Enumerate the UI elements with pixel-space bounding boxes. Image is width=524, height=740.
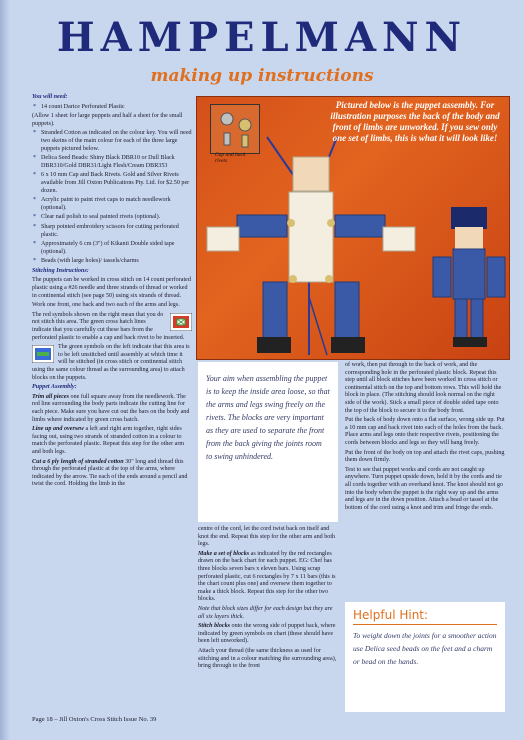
trim-lead: Trim all pieces <box>32 393 70 400</box>
stitch-paragraph <box>198 623 340 646</box>
right-paragraph: of work, then put through to the back of work, and the corresponding hole in the perforated plastic block. Repeat this step until all block stitches have been worked in cross stitch or continental stitch on the top and bottom rows. This will hold the block in place. (The stitching should look normal on the right side of the work). Stick a small piece of double sided tape onto the top of the block to secure it to the body front. <box>345 362 502 414</box>
hint-title: Helpful Hint: <box>353 608 497 625</box>
hint-text: To weight down the joints for a smoother action use Delica seed beads on the feet and a charm or bead on the hands. <box>353 631 497 666</box>
left-column <box>32 92 192 491</box>
list-item: * Clear nail polish to seal painted rivets (optional). <box>32 214 192 222</box>
red-symbols-text: The red symbols shown on the right mean that you do not stitch this area. The green cross hatch lines indicate that you carefully cut these bars from the perforated plastic to enable a cap and back rivet to be inserted. <box>32 311 185 341</box>
attach-paragraph: Attach your thread (the same thickness as used for stitching and in a colour matching the surrounding area), bring through to the front <box>198 647 337 670</box>
list-item: * Beads (with large holes)/ tassels/charms <box>32 258 192 266</box>
quote-box: Your aim when assembling the puppet is to keep the inside area loose, so that the arms and legs swing freely on the rivets. The blocks are very important as they are used to separate the front from the back giving the joints room to swing unhindered. <box>198 362 338 522</box>
list-item: * Sharp pointed embroidery scissors for cutting perforated plastic. <box>32 224 192 239</box>
helpful-hint-box <box>345 602 505 712</box>
page-title: HAMPELMANN <box>56 14 468 61</box>
photo-caption: Pictured below is the puppet assembly. For illustration purposes the back of the body and front of limbs are unworked. If you sew only one set of limbs, this is what it will look like! <box>330 100 500 143</box>
list-item-note: (Allow 1 sheet for large puppets and half a sheet for the small puppets). <box>32 113 183 127</box>
stitch-lead: Stitch blocks <box>198 623 230 630</box>
rivets-icon <box>211 105 259 153</box>
page-spine-shadow <box>0 0 10 740</box>
assembly-heading: Puppet Assembly: <box>32 384 77 391</box>
blocks-lead: Make a set of blocks <box>198 550 250 557</box>
right-paragraph: Put the back of body down onto a flat surface, wrong side up. Put a 10 mm cap and back rivet into each of the holes from the back. Place arms and legs onto their respective rivets, positioning the cords between blocks and legs so they will hang freely. <box>345 417 505 446</box>
trim-text: one full square away from the needlework. The red line surrounding the body parts indicate the cutting line for each piece. Make sure you have cut out the bars on the body and limbs where indicated by green cross hatch. <box>32 393 190 423</box>
page-footer: Page 18 – Jill Oxton's Cross Stitch Issue No. 39 <box>32 716 157 723</box>
list-item: * Stranded Cotton as indicated on the colour key. You will need two skeins of the main colour for each of the three large puppets pictured below. <box>32 130 192 153</box>
rivet-label: Cap and back rivets <box>215 152 246 164</box>
trim-paragraph <box>32 394 192 424</box>
stitch-text: onto the wrong side of puppet back, where indicated by green symbols on chart (these should have been left unworked). <box>198 623 336 645</box>
list-item: * Delica Seed Beads: Shiny Black DBR10 or Dull Black DBR310/Gold DBR31/Light Flesh/Cream DBR353 <box>32 155 192 170</box>
you-will-need-heading: You will need: <box>32 94 68 100</box>
rivets-inset <box>210 104 260 154</box>
right-paragraph: Put the front of the body on top and attach the rivet caps, pushing them down firmly. <box>345 449 505 464</box>
mid-paragraph: centre of the cord, let the cord twist back on itself and knot the end. Repeat this step for the other arm and both legs. <box>198 526 336 548</box>
list-item: * Approximately 6 cm (3") of Kikanii Double sided tape (optional). <box>32 241 192 256</box>
right-paragraph: Test to see that puppet works and cords are not caught up anywhere. Turn puppet upside down, hold it by the cords and tie all cords together with an overhand knot. The knot should not go into the body when the puppet is the right way up and the arms and legs are in the down position. Attach a bead or tassel at the bottom of the cord using a knot and trim and fringe the ends. <box>345 466 503 511</box>
red-symbols-paragraph <box>32 312 192 342</box>
list-item: * 14 count Darice Perforated Plastic <box>32 104 192 112</box>
cut-text: 30" long and thread this through the perforated plastic at the top of the arms, where indicated by the arrow. Tie each of the ends around a pencil and twist the cord. Holding the limb in the <box>32 458 188 488</box>
list-item: * Acrylic paint to paint rivet caps to match needlework (optional). <box>32 197 192 212</box>
cut-lead: Cut a 6 ply length of stranded cotton <box>32 458 124 465</box>
green-symbols-text: The green symbols on the left indicate that this area is to be left unstitched until assembly at which time it will be stitched (in cross stitch or continental stitch using the same colour thread as the surrounding area) to attach blocks on the puppets. <box>32 344 190 381</box>
work-one-text: Work one front, one back and two each of the arms and legs. <box>32 302 180 309</box>
middle-column <box>198 526 340 673</box>
list-item: * 6 x 10 mm Cap and Back Rivets. Gold and Silver Rivets available from Jill Oxton Publications Pty. Ltd. for $2.50 per dozen. <box>32 172 192 195</box>
stitching-heading: Stitching Instructions: <box>32 267 89 274</box>
right-column <box>345 362 505 514</box>
red-symbol-chart-icon <box>170 313 192 331</box>
green-symbols-paragraph <box>32 344 192 382</box>
page-subtitle: making up instructions <box>150 66 374 86</box>
green-symbol-chart-icon <box>32 345 54 363</box>
line-up-text: a left and right arm together, right sides facing out, using two strands of stranded cotton in a colour to match the perforated plastic. Repeat this step for the other arm and both legs. <box>32 426 185 455</box>
line-up-lead: Line up and oversew <box>32 426 84 433</box>
stitching-text: The puppets can be worked in cross stitch on 14 count perforated plastic using a #26 needle and three strands of thread or worked in continental stitch (see page 50) using six strands of thread. <box>32 277 191 299</box>
line-up-paragraph <box>32 426 192 456</box>
blocks-paragraph <box>198 551 340 604</box>
blocks-text: as indicated by the red rectangles drawn on the back chart for each puppet. EG: Chef has three blocks seven bars x eleven bars. Using scrap perforated plastic, cut 6 rectangles by 7 x 11 bars (this is the chart count plus one) and oversew them together to make a thick block. Repeat this step for the other two blocks. <box>198 550 336 603</box>
blocks-note: Note that block sizes differ for each design but they are all six layers thick. <box>198 605 333 620</box>
cut-paragraph <box>32 459 192 489</box>
